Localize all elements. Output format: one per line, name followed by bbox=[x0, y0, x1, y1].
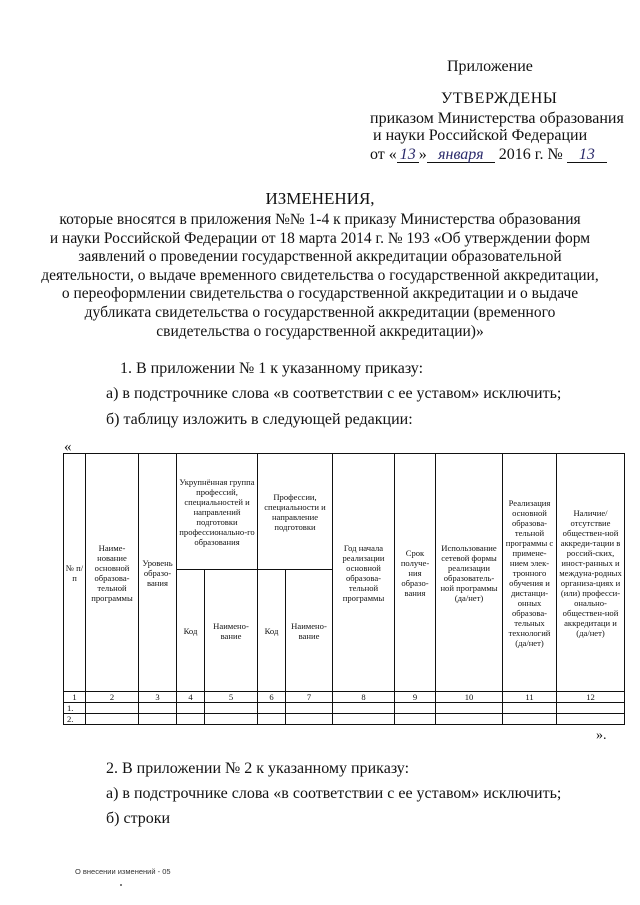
section1-paragraph-b: б) таблицу изложить в следующей редакции: bbox=[106, 411, 413, 428]
header-network-form: Использование сетевой формы реализации образователь-ной программы (да/нет) bbox=[436, 454, 503, 692]
heading-line: дубликата свидетельства о государственной аккредитации (временного bbox=[84, 303, 556, 321]
section2-paragraph-a: а) в подстрочнике слова «в соответствии с ее уставом» исключить; bbox=[106, 785, 562, 802]
date-prefix: от « bbox=[370, 146, 397, 163]
row-number: 2. bbox=[64, 714, 86, 725]
date-month-handwritten: января bbox=[427, 147, 495, 163]
column-number: 5 bbox=[205, 692, 258, 703]
header-study-term: Срок получе-ния образо-вания bbox=[395, 454, 436, 692]
approved-label: УТВЕРЖДЕНЫ bbox=[441, 90, 558, 107]
heading-line: заявлений о проведении государственной аккредитации образовательной bbox=[78, 248, 562, 266]
section2-paragraph-2: 2. В приложении № 2 к указанному приказу: bbox=[106, 760, 410, 777]
column-number: 8 bbox=[333, 692, 395, 703]
heading-line: свидетельства о государственной аккредитации)» bbox=[156, 322, 484, 340]
column-number: 3 bbox=[139, 692, 177, 703]
date-year: 2016 г. № bbox=[498, 146, 563, 163]
header-group-title: Наимено-вание bbox=[205, 570, 258, 692]
column-number-row bbox=[64, 692, 625, 703]
appendix-label: Приложение bbox=[447, 58, 533, 75]
table-row bbox=[64, 703, 625, 714]
order-date-line bbox=[370, 146, 607, 164]
heading-line: и науки Российской Федерации от 18 марта 2014 г. № 193 «Об утверждении форм bbox=[49, 229, 591, 247]
heading-line: деятельности, о выдаче временного свидетельства о государственной аккредитации, bbox=[41, 266, 599, 284]
header-number: № п/п bbox=[64, 454, 86, 692]
column-number: 6 bbox=[258, 692, 286, 703]
heading-line: которые вносятся в приложения №№ 1-4 к приказу Министерства образования bbox=[59, 211, 581, 228]
order-line-2: и науки Российской Федерации bbox=[373, 127, 588, 144]
document-title: ИЗМЕНЕНИЯ, bbox=[265, 189, 375, 208]
section1-paragraph-1: 1. В приложении № 1 к указанному приказу: bbox=[120, 360, 424, 377]
column-number: 7 bbox=[286, 692, 333, 703]
table-row bbox=[64, 714, 625, 725]
table-open-quote: « bbox=[64, 439, 72, 455]
column-number: 9 bbox=[395, 692, 436, 703]
column-number: 4 bbox=[177, 692, 205, 703]
heading-line: о переоформлении свидетельства о государственной аккредитации и о выдаче bbox=[61, 285, 579, 303]
header-group-code: Код bbox=[177, 570, 205, 692]
section2-paragraph-b: б) строки bbox=[106, 810, 171, 827]
order-line-1: приказом Министерства образования bbox=[370, 110, 624, 127]
header-professions: Профессии, специальности и направление подготовки bbox=[258, 454, 333, 570]
scan-speck bbox=[120, 884, 122, 886]
column-number: 2 bbox=[86, 692, 139, 703]
row-number: 1. bbox=[64, 703, 86, 714]
date-close-quote: » bbox=[418, 146, 427, 163]
header-profession-code: Код bbox=[258, 570, 286, 692]
footer-file-label: О внесении изменений - 05 bbox=[75, 867, 171, 876]
column-number: 1 bbox=[64, 692, 86, 703]
document-heading bbox=[40, 211, 600, 341]
date-day-handwritten: 13 bbox=[397, 147, 419, 163]
header-education-level: Уровень образо-вания bbox=[139, 454, 177, 692]
column-number: 10 bbox=[436, 692, 503, 703]
table-close-quote: ». bbox=[596, 728, 607, 743]
header-profession-group: Укрупнённая группа профессий, специальностей и направлений подготовки профессионально-го образования bbox=[177, 454, 258, 570]
header-profession-title: Наимено-вание bbox=[286, 570, 333, 692]
order-number-handwritten: 13 bbox=[567, 147, 607, 163]
column-number: 12 bbox=[557, 692, 625, 703]
header-program-name: Наиме-нование основной образова-тельной программы bbox=[86, 454, 139, 692]
header-distance-learning: Реализация основной образова-тельной программы с примене-нием элек-тронного обучения и дистанци-онных образова-тельных технологий (да/нет) bbox=[503, 454, 557, 692]
programs-table bbox=[63, 453, 625, 725]
header-start-year: Год начала реализации основной образова-тельной программы bbox=[333, 454, 395, 692]
section1-paragraph-a: а) в подстрочнике слова «в соответствии с ее уставом» исключить; bbox=[106, 385, 562, 402]
column-number: 11 bbox=[503, 692, 557, 703]
header-public-accreditation: Наличие/ отсутствие обществен-ной аккреди-тации в россий-ских, иност-ранных и междуна-родных организа-циях и (или) професси-онально-обществен-ной аккредитаци и (да/нет) bbox=[557, 454, 625, 692]
